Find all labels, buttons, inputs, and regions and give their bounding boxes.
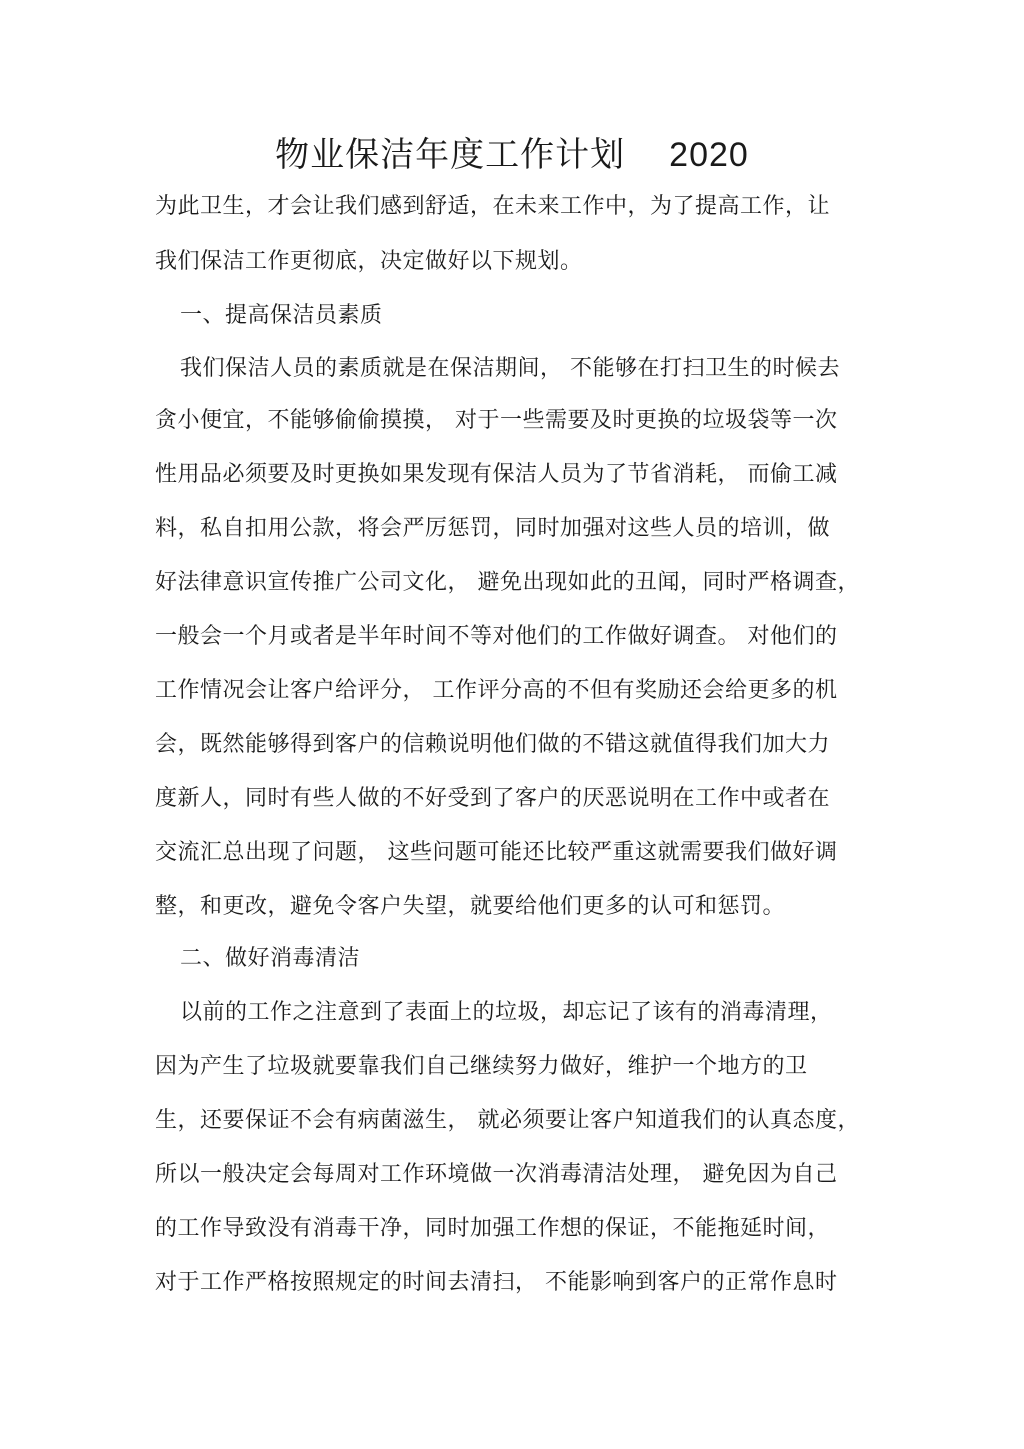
text-line: 我们保洁工作更彻底，决定做好以下规划。 [155, 249, 583, 274]
text-line: 我们保洁人员的素质就是在保洁期间， 不能够在打扫卫生的时候去 [180, 356, 840, 381]
text-line: 的工作导致没有消毒干净，同时加强工作想的保证，不能拖延时间， [155, 1216, 831, 1241]
text-line: 整，和更改，避免令客户失望，就要给他们更多的认可和惩罚。 [155, 894, 786, 919]
text-line: 工作情况会让客户给评分， 工作评分高的不但有奖励还会给更多的机 [155, 678, 838, 703]
text-line: 生，还要保证不会有病菌滋生， 就必须要让客户知道我们的认真态度， [155, 1108, 860, 1133]
text-line: 会，既然能够得到客户的信赖说明他们做的不错这就值得我们加大力 [155, 732, 831, 757]
text-line: 一般会一个月或者是半年时间不等对他们的工作做好调查。 对他们的 [155, 624, 838, 649]
section-heading-1: 一、提高保洁员素质 [180, 303, 383, 328]
text-line: 交流汇总出现了问题， 这些问题可能还比较严重这就需要我们做好调 [155, 840, 838, 865]
text-line: 所以一般决定会每周对工作环境做一次消毒清洁处理， 避免因为自己 [155, 1162, 838, 1187]
text-line: 对于工作严格按照规定的时间去清扫， 不能影响到客户的正常作息时 [155, 1270, 838, 1295]
text-line: 为此卫生，才会让我们感到舒适，在未来工作中，为了提高工作，让 [155, 194, 831, 219]
title-text: 物业保洁年度工作计划 [275, 135, 626, 175]
text-line: 贪小便宜，不能够偷偷摸摸， 对于一些需要及时更换的垃圾袋等一次 [155, 408, 838, 433]
text-line: 因为产生了垃圾就要靠我们自己继续努力做好，维护一个地方的卫 [155, 1054, 808, 1079]
text-line: 性用品必须要及时更换如果发现有保洁人员为了节省消耗， 而偷工减 [155, 462, 838, 487]
text-line: 料，私自扣用公款，将会严厉惩罚，同时加强对这些人员的培训，做 [155, 516, 831, 541]
text-line: 好法律意识宣传推广公司文化， 避免出现如此的丑闻，同时严格调查， [155, 570, 860, 595]
section-heading-2: 二、做好消毒清洁 [180, 946, 361, 971]
text-line: 度新人，同时有些人做的不好受到了客户的厌恶说明在工作中或者在 [155, 786, 831, 811]
page-title [0, 128, 1024, 182]
title-year: 2020 [669, 136, 749, 174]
text-line: 以前的工作之注意到了表面上的垃圾，却忘记了该有的消毒清理， [180, 1000, 833, 1025]
